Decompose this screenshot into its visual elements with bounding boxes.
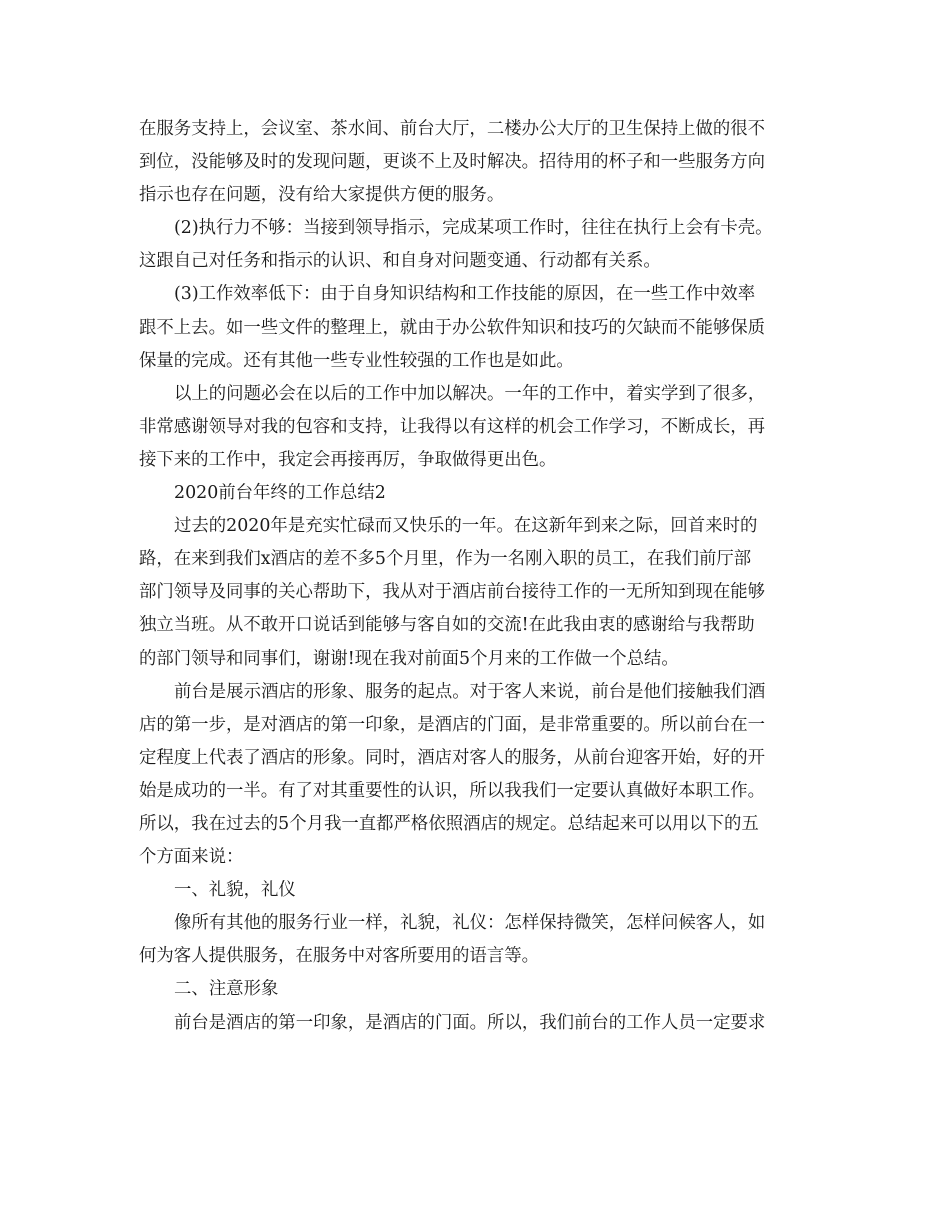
paragraph-first-line: (2)执行力不够：当接到领导指示，完成某项工作时，往往在执行上会有卡壳。: [174, 218, 773, 239]
paragraph-first-line: 以上的问题必会在以后的工作中加以解决。一年的工作中，着实学到了很多，: [174, 383, 766, 404]
text-line: 非常感谢领导对我的包容和支持，让我得以有这样的机会工作学习，不断成长，再: [139, 416, 766, 437]
paragraph-first-line: 一、礼貌，礼仪: [174, 880, 296, 901]
text-line: 的部门领导和同事们，谢谢!现在我对前面5个月来的工作做一个总结。: [139, 648, 679, 669]
text-line: 始是成功的一半。有了对其重要性的认识，所以我我们一定要认真做好本职工作。: [139, 780, 766, 801]
paragraph-first-line: 二、注意形象: [174, 979, 279, 1000]
text-line: 所以，我在过去的5个月我一直都严格依照酒店的规定。总结起来可以用以下的五: [139, 813, 759, 834]
text-line: 接下来的工作中，我定会再接再厉，争取做得更出色。: [139, 449, 557, 470]
text-line: 保量的完成。还有其他一些专业性较强的工作也是如此。: [139, 350, 574, 371]
text-line: 到位，没能够及时的发现问题，更谈不上及时解决。招待用的杯子和一些服务方向: [139, 152, 766, 173]
text-line: 店的第一步，是对酒店的第一印象，是酒店的门面，是非常重要的。所以前台在一: [139, 714, 766, 735]
text-line: 这跟自己对任务和指示的认识、和自身对问题变通、行动都有关系。: [139, 251, 661, 272]
paragraph-first-line: 过去的2020年是充实忙碌而又快乐的一年。在这新年到来之际，回首来时的: [174, 516, 758, 537]
text-line: 个方面来说：: [139, 847, 244, 868]
paragraph-first-line: 前台是展示酒店的形象、服务的起点。对于客人来说，前台是他们接触我们酒: [174, 681, 766, 702]
paragraph-first-line: 像所有其他的服务行业一样，礼貌，礼仪：怎样保持微笑，怎样问候客人，如: [174, 913, 766, 934]
text-line: 指示也存在问题，没有给大家提供方便的服务。: [139, 185, 505, 206]
paragraph-first-line: (3)工作效率低下：由于自身知识结构和工作技能的原因，在一些工作中效率: [174, 284, 756, 305]
text-line: 跟不上去。如一些文件的整理上，就由于办公软件知识和技巧的欠缺而不能够保质: [139, 317, 766, 338]
text-line: 独立当班。从不敢开口说话到能够与客自如的交流!在此我由衷的感谢给与我帮助: [139, 615, 755, 636]
text-line: 何为客人提供服务，在服务中对客所要用的语言等。: [139, 946, 539, 967]
paragraph-first-line: 前台是酒店的第一印象，是酒店的门面。所以，我们前台的工作人员一定要求: [174, 1012, 766, 1033]
paragraph-first-line: 2020前台年终的工作总结2: [174, 483, 386, 504]
document-body: [139, 113, 819, 1040]
text-line: 定程度上代表了酒店的形象。同时，酒店对客人的服务，从前台迎客开始，好的开: [139, 747, 766, 768]
text-line: 在服务支持上，会议室、茶水间、前台大厅，二楼办公大厅的卫生保持上做的很不: [139, 119, 766, 139]
text-line: 路，在来到我们x酒店的差不多5个月里，作为一名刚入职的员工，在我们前厅部: [139, 549, 752, 570]
text-line: 部门领导及同事的关心帮助下，我从对于酒店前台接待工作的一无所知到现在能够: [139, 582, 766, 603]
